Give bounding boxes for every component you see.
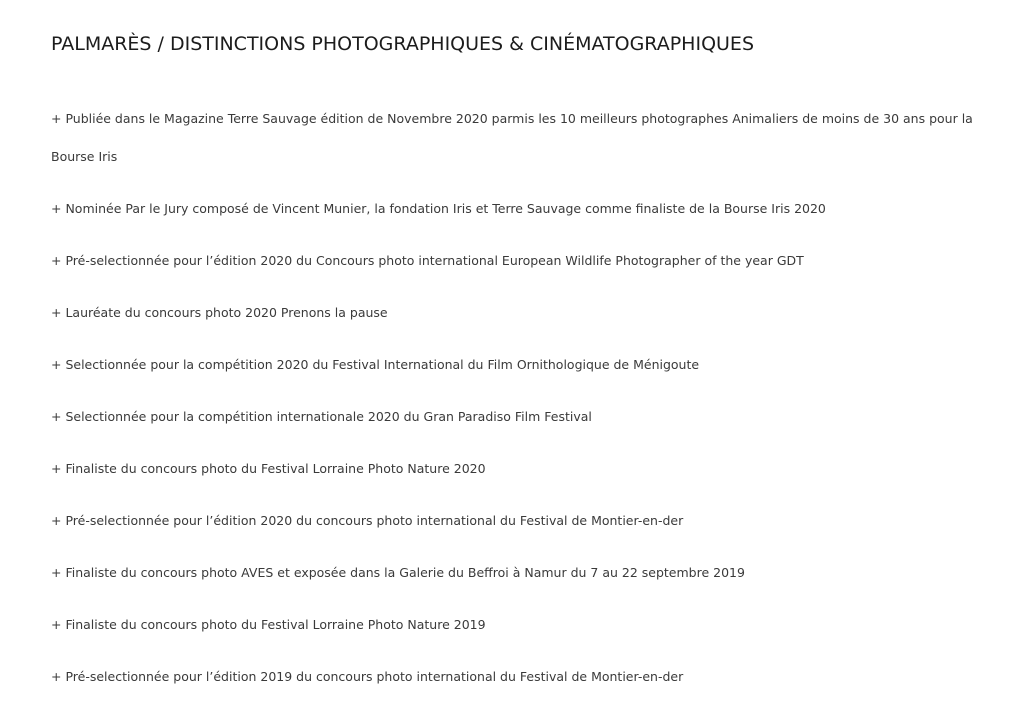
page-title: PALMARÈS / DISTINCTIONS PHOTOGRAPHIQUES & CINÉMATOGRAPHIQUES bbox=[51, 33, 754, 55]
award-item: + Selectionnée pour la compétition internationale 2020 du Gran Paradiso Film Festival bbox=[51, 409, 592, 424]
award-item: + Nominée Par le Jury composé de Vincent Munier, la fondation Iris et Terre Sauvage comme finaliste de la Bourse Iris 2020 bbox=[51, 201, 826, 216]
award-item: + Finaliste du concours photo du Festival Lorraine Photo Nature 2019 bbox=[51, 617, 486, 632]
award-item: + Pré-selectionnée pour l’édition 2020 du Concours photo international European Wildlife Photographer of the year GDT bbox=[51, 253, 804, 268]
main-content bbox=[51, 30, 991, 684]
award-item: + Pré-selectionnée pour l’édition 2019 du concours photo international du Festival de Montier-en-der bbox=[51, 669, 684, 684]
award-item: + Selectionnée pour la compétition 2020 du Festival International du Film Ornithologique de Ménigoute bbox=[51, 357, 700, 372]
award-item: + Pré-selectionnée pour l’édition 2020 du concours photo international du Festival de Montier-en-der bbox=[51, 513, 684, 528]
awards-list bbox=[51, 100, 991, 710]
award-item: + Finaliste du concours photo AVES et exposée dans la Galerie du Beffroi à Namur du 7 au 22 septembre 2019 bbox=[51, 565, 745, 580]
award-item: + Publiée dans le Magazine Terre Sauvage édition de Novembre 2020 parmis les 10 meilleurs photographes Animaliers de moins de 30 ans pour la Bourse Iris bbox=[51, 111, 973, 164]
award-item: + Lauréate du concours photo 2020 Prenons la pause bbox=[51, 305, 388, 320]
award-item: + Finaliste du concours photo du Festival Lorraine Photo Nature 2020 bbox=[51, 461, 486, 476]
